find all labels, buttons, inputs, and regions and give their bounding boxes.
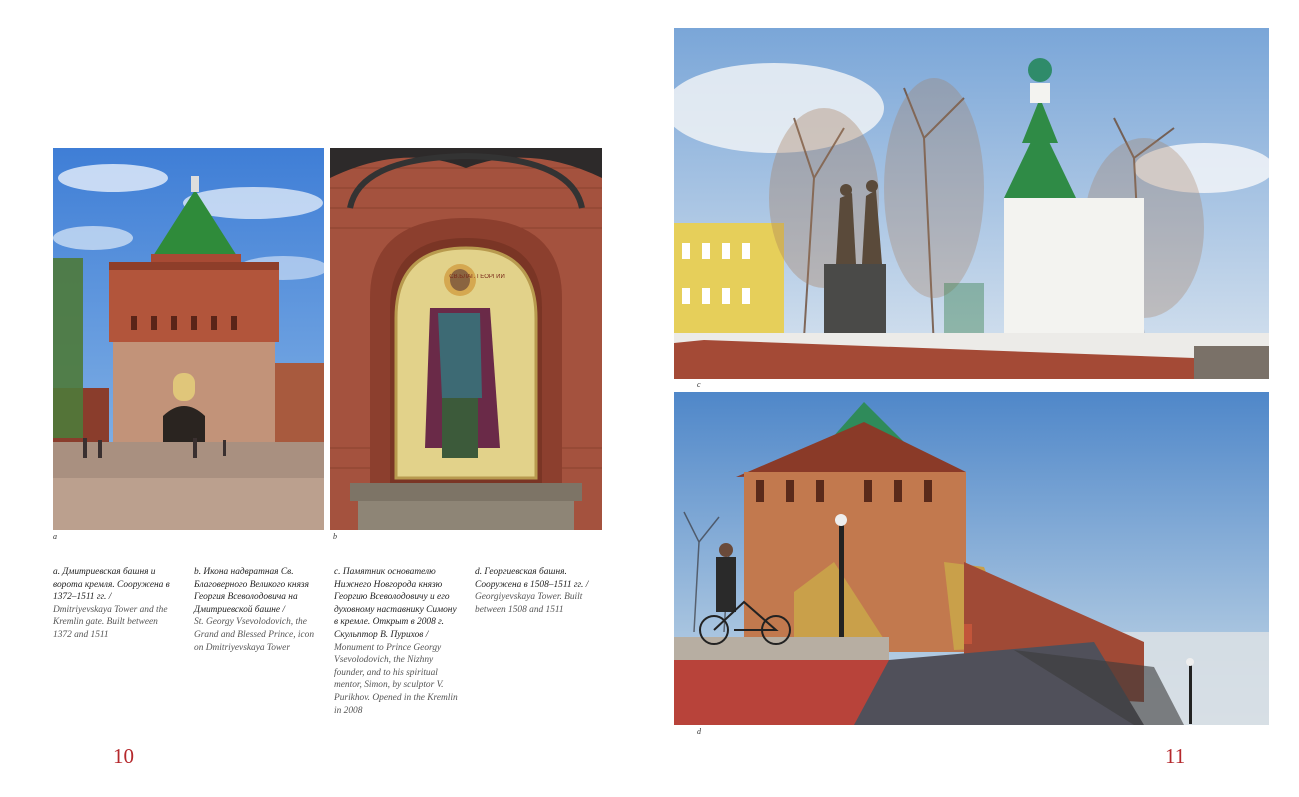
caption-d	[475, 566, 599, 616]
photo-c-monument	[674, 28, 1269, 379]
photo-a-label: a	[53, 532, 57, 541]
caption-a-ru: a. Дмитриевская башня и ворота кремля. Сооружена в 1372–1511 гг. /	[53, 567, 170, 603]
photo-c-label: c	[697, 380, 701, 389]
photo-d-georgiyevskaya-tower	[674, 392, 1269, 725]
caption-a	[53, 566, 177, 642]
caption-d-en: Georgiyevskaya Tower. Built between 1508 and 1511	[475, 592, 583, 615]
photo-b-label: b	[333, 532, 337, 541]
caption-c-en: Monument to Prince Georgy Vsevolodovich, the Nizhny founder, and to his spiritual mentor, Simon, by sculptor V. Purikhov. Opened in the Kremlin in 2008	[334, 642, 458, 716]
photo-d-label: d	[697, 727, 701, 736]
page-number-right: 11	[1165, 744, 1186, 768]
caption-b-en: St. Georgy Vsevolodovich, the Grand and Blessed Prince, icon on Dmitriyevskaya Tower	[194, 617, 315, 653]
caption-b-ru: b. Икона надвратная Св. Благоверного Великого князя Георгия Всеволодовича на Дмитриевской башне /	[194, 567, 309, 615]
caption-c-ru: c. Памятник основателю Нижнего Новгорода князю Георгию Всеволодовичу и его духовному наставнику Симону в кремле. Открыт в 2008 г. Скульптор В. Пурихов /	[334, 567, 457, 640]
photo-b-icon	[330, 148, 602, 530]
caption-a-en: Dmitriyevskaya Tower and the Kremlin gate. Built between 1372 and 1511	[53, 604, 168, 640]
caption-c	[334, 566, 458, 717]
photo-a-dmitriyevskaya-tower	[53, 148, 324, 530]
caption-d-ru: d. Георгиевская башня. Сооружена в 1508–1511 гг. /	[475, 567, 589, 590]
icon-inscription: СВ.БЛАГ. ГЕОРГИЙ	[449, 274, 505, 280]
caption-b	[194, 566, 318, 654]
page-number-left: 10	[113, 744, 134, 768]
